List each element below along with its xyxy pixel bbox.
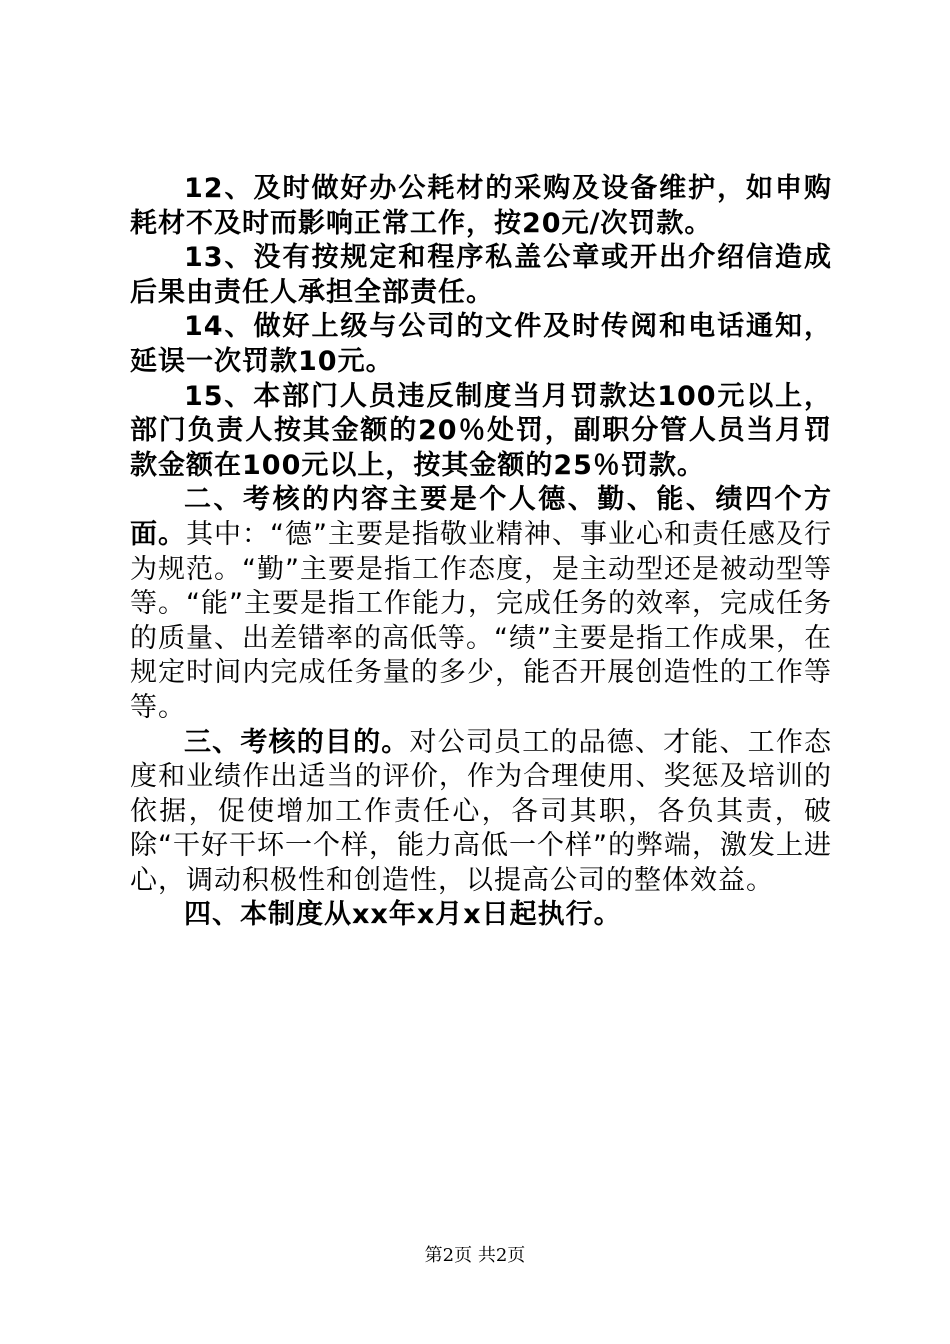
section-2-body: 其中：“德”主要是指敬业精神、事业心和责任感及行为规范。“勤”主要是指工作态度，是主动型还是被动型等等。“能”主要是指工作能力，完成任务的效率，完成任务的质量、出差错率的高低等。“绩”主要是指工作成果，在规定时间内完成任务量的多少，能否开展创造性的工作等等。 bbox=[130, 518, 833, 723]
section-2-assessment-content bbox=[130, 483, 832, 725]
section-3-heading: 三、考核的目的。 bbox=[184, 726, 410, 758]
section-2-heading: 二、考核的内容主要是个人德、勤、能、绩四个方面。 bbox=[130, 484, 832, 550]
section-4-effective-date: 四、本制度从xx年x月x日起执行。 bbox=[184, 899, 622, 931]
clause-12: 12、及时做好办公耗材的采购及设备维护，如申购耗材不及时而影响正常工作，按20元/次罚款。 bbox=[130, 173, 832, 239]
section-3-body: 对公司员工的品德、才能、工作态度和业绩作出适当的评价，作为合理使用、奖惩及培训的依据，促使增加工作责任心，各司其职，各负其责，破除“干好干坏一个样，能力高低一个样”的弊端，激发上进心，调动积极性和创造性，以提高公司的整体效益。 bbox=[130, 726, 833, 896]
page-footer: 第2页 共2页 bbox=[424, 1245, 526, 1266]
document-body bbox=[130, 172, 832, 933]
clause-13: 13、没有按规定和程序私盖公章或开出介绍信造成后果由责任人承担全部责任。 bbox=[130, 242, 832, 308]
clause-15: 15、本部门人员违反制度当月罚款达100元以上，部门负责人按其金额的20％处罚，副职分管人员当月罚款金额在100元以上，按其金额的25％罚款。 bbox=[130, 380, 832, 481]
section-3-assessment-purpose bbox=[130, 726, 832, 899]
clause-14: 14、做好上级与公司的文件及时传阅和电话通知，延误一次罚款10元。 bbox=[130, 311, 832, 377]
